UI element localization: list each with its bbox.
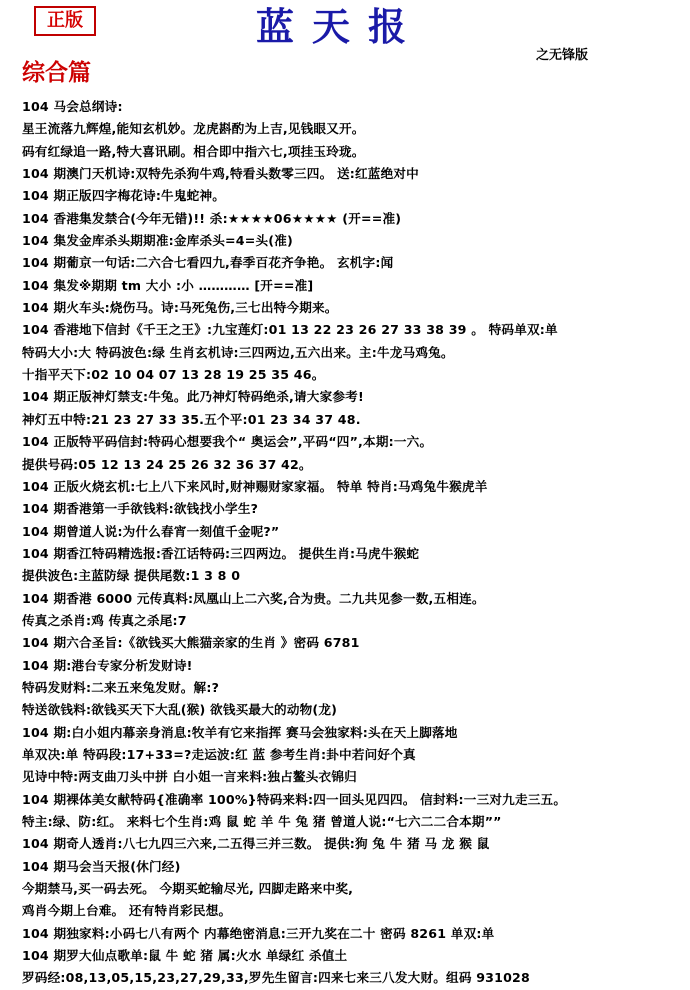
text-line: 见诗中特:两支曲刀头中拼 白小姐一言来料:独占鳌头衣锦归 xyxy=(22,769,357,785)
text-line: 传真之杀肖:鸡 传真之杀尾:7 xyxy=(22,612,187,628)
text-line: 104 香港集发禁合(今年无错)!! 杀:★★★★06★★★★ (开==准) xyxy=(22,210,402,226)
zhengban-badge: 正版 xyxy=(34,6,96,36)
text-line: 104 集发※期期 tm 大小 :小 ………… [开==准] xyxy=(22,277,314,293)
text-line: 特送欲钱料:欲钱买天下大乱(猴) 欲钱买最大的动物(龙) xyxy=(22,702,338,718)
text-line: 104 期正版神灯禁支:牛兔。此乃神灯特码绝杀,请大家参考! xyxy=(22,389,364,405)
text-line: 104 期:白小姐内幕亲身消息:牧羊有它来指挥 赛马会独家料:头在天上脚落地 xyxy=(22,724,458,740)
text-line: 提供波色:主蓝防绿 提供尾数:1 3 8 0 xyxy=(22,568,241,584)
text-line: 104 正版火烧玄机:七上八下来风时,财神赐财家家福。 特单 特肖:马鸡兔牛猴虎羊 xyxy=(22,478,488,494)
text-line: 十指平天下:02 10 04 07 13 28 19 25 35 46。 xyxy=(22,367,325,383)
text-line: 104 期香港 6000 元传真料:凤凰山上二六奖,合为贵。二九共见参一数,五相连。 xyxy=(22,590,485,606)
text-line: 104 马会总纲诗: xyxy=(22,99,123,114)
text-line: 特码发财料:二来五来兔发财。解:? xyxy=(22,679,220,695)
text-line: 单双决:单 特码段:17+33=?走运波:红 蓝 参考生肖:卦中若问好个真 xyxy=(22,746,416,762)
text-line: 鸡肖今期上台难。 还有特肖彩民想。 xyxy=(22,903,232,919)
text-line: 提供号码:05 12 13 24 25 26 32 36 37 42。 xyxy=(22,456,312,472)
text-line: 104 正版特平码信封:特码心想要我个“ 奥运会”,平码“四”,本期:一六。 xyxy=(22,434,433,450)
text-line: 罗码经:08,13,05,15,23,27,29,33,罗先生留言:四来七来三八发大财。组码 931028 xyxy=(22,970,530,986)
text-line: 104 期曾道人说:为什么春宵一刻值千金呢?” xyxy=(22,523,280,539)
text-line: 104 集发金库杀头期期准:金库杀头=4=头(准) xyxy=(22,233,293,249)
text-line: 104 香港地下信封《千王之王》:九宝莲灯:01 13 22 23 26 27 33 38 39 。 特码单双:单 xyxy=(22,322,558,338)
text-line: 104 期正版四字梅花诗:牛鬼蛇神。 xyxy=(22,188,226,204)
text-line: 104 期火车头:烧伤马。诗:马死兔伤,三七出特今期来。 xyxy=(22,300,338,316)
text-line: 104 期:港台专家分析发财诗! xyxy=(22,657,193,673)
text-line: 104 期葡京一句话:二六合七看四九,春季百花齐争艳。 玄机字:闻 xyxy=(22,255,394,271)
newspaper-title: 蓝天报 xyxy=(255,4,424,49)
edition-label: 之无锋版 xyxy=(536,48,589,63)
text-line: 104 期香港第一手欲钱料:欲钱找小学生? xyxy=(22,501,259,517)
text-line: 104 期马会当天报(休门经) xyxy=(22,858,181,874)
text-line: 104 期裸体美女献特码{准确率 100%}特码来料:四一回头见四四。 信封料:一三对九走三五。 xyxy=(22,791,567,807)
text-line: 今期禁马,买一码去死。 今期买蛇输尽光, 四脚走路来中奖, xyxy=(22,881,354,897)
text-line: 码有红绿追一路,特大喜讯刷。相合即中指六七,项挂玉玲珑。 xyxy=(22,143,365,159)
text-line: 104 期澳门天机诗:双特先杀狗牛鸡,特看头数零三四。 送:红蓝绝对中 xyxy=(22,166,419,182)
text-line: 特主:绿、防:红。 来料七个生肖:鸡 鼠 蛇 羊 牛 兔 猪 曾道人说:“七六二二合本期”” xyxy=(22,814,502,829)
text-line: 104 期香江特码精选报:香江话特码:三四两边。 提供生肖:马虎牛猴蛇 xyxy=(22,545,420,561)
text-line: 特码大小:大 特码波色:绿 生肖玄机诗:三四两边,五六出来。主:牛龙马鸡兔。 xyxy=(22,344,454,360)
text-line: 神灯五中特:21 23 27 33 35.五个平:01 23 34 37 48. xyxy=(22,411,361,427)
text-line: 104 期六合圣旨:《欲钱买大熊猫亲家的生肖 》密码 6781 xyxy=(22,635,360,651)
text-line: 104 期独家料:小码七八有两个 内幕绝密消息:三开九奖在二十 密码 8261 单双:单 xyxy=(22,925,495,941)
section-title: 综合篇 xyxy=(22,59,91,86)
text-line: 104 期奇人透肖:八七九四三六来,二五得三并三数。 提供:狗 兔 牛 猪 马 龙 猴 鼠 xyxy=(22,836,490,852)
text-line: 星王流落九辉煌,能知玄机妙。龙虎斟酌为上吉,见钱眼又开。 xyxy=(22,121,365,137)
article-body xyxy=(22,96,682,990)
text-line: 104 期罗大仙点歌单:鼠 牛 蛇 猪 属:火水 单绿红 杀值土 xyxy=(22,948,348,964)
